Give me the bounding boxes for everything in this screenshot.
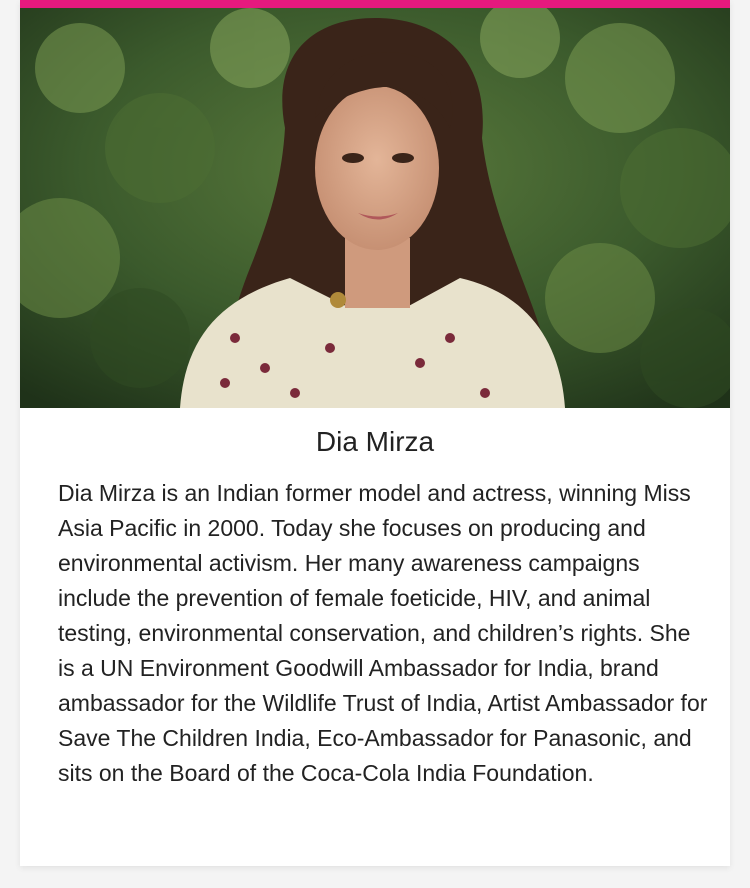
profile-card [20,0,730,866]
profile-bio: Dia Mirza is an Indian former model and actress, winning Miss Asia Pacific in 2000. Today she focuses on producing and environmental activism. Her many awareness campaigns include the prevention of female foeticide, HIV, and animal testing, environmental conservation, and children’s rights. She is a UN Environment Goodwill Ambassador for India, brand ambassador for the Wildlife Trust of India, Artist Ambassador for Save The Children India, Eco-Ambassador for Panasonic, and sits on the Board of the Coca-Cola India Foundation. [58,480,708,786]
accent-bar [20,0,730,8]
profile-name: Dia Mirza [315,426,435,457]
portrait-photo-icon [20,8,730,408]
profile-photo [20,8,730,408]
